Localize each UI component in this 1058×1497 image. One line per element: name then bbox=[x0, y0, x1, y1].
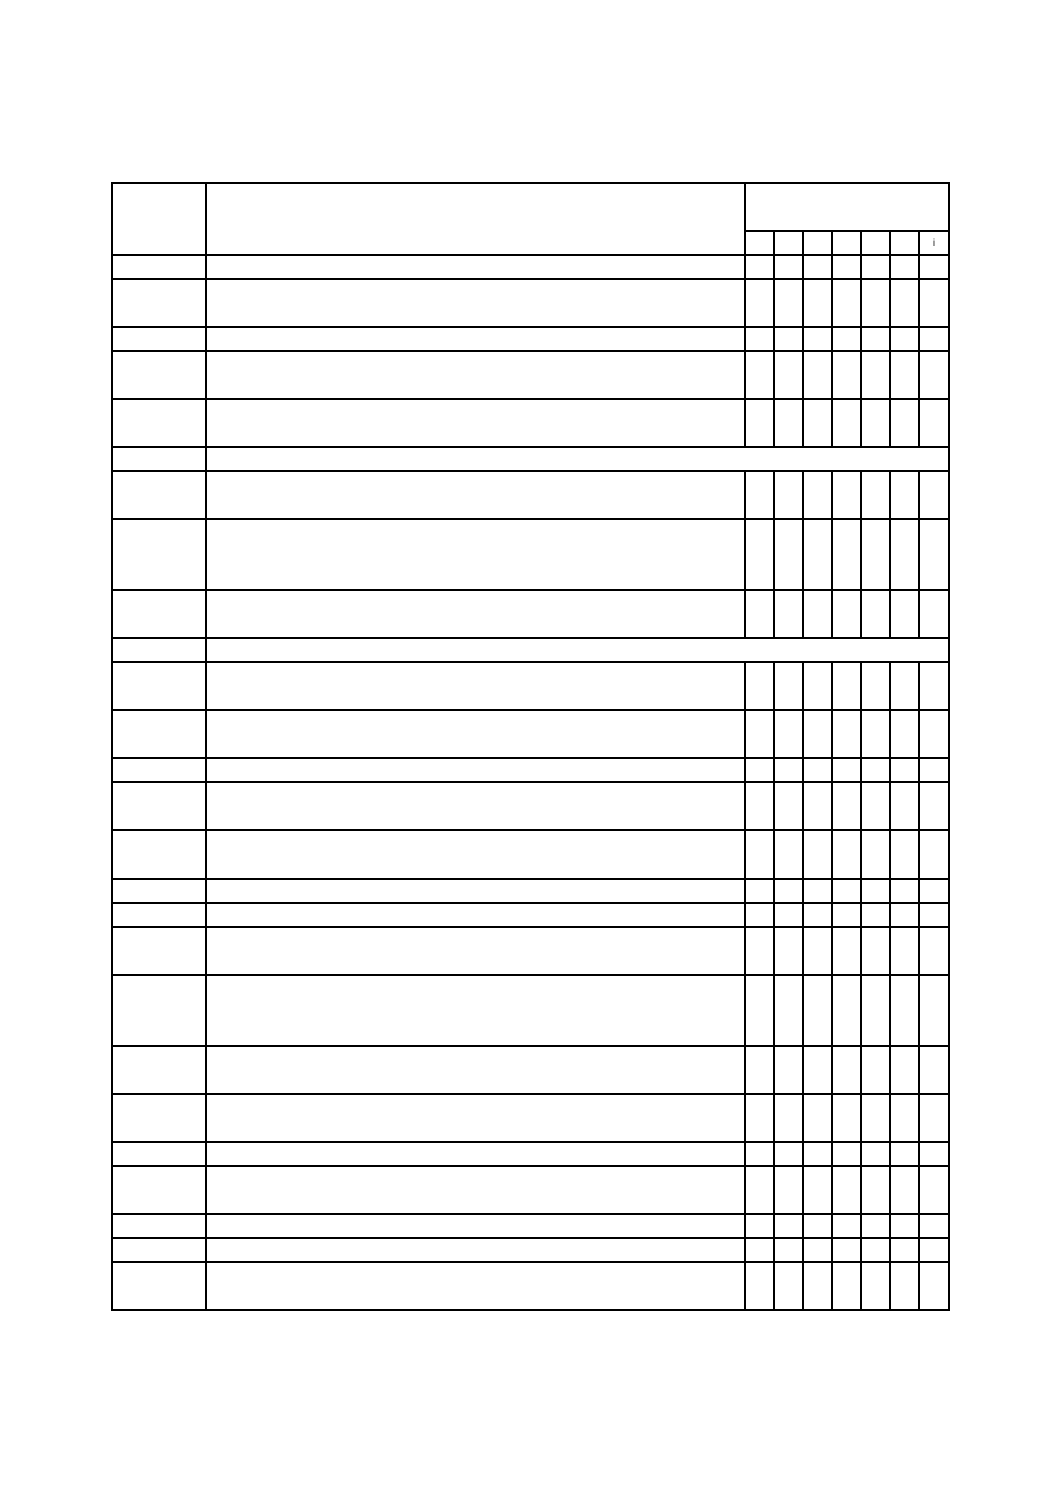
description-cell bbox=[206, 279, 745, 327]
table-row bbox=[112, 782, 949, 830]
rating-cell-1[interactable] bbox=[745, 399, 774, 447]
row-number-cell bbox=[112, 782, 206, 830]
table-row bbox=[112, 1094, 949, 1142]
rating-cell-4[interactable] bbox=[832, 879, 861, 903]
rating-cell-1[interactable] bbox=[745, 710, 774, 758]
rating-cell-4[interactable] bbox=[832, 710, 861, 758]
row-number-cell bbox=[112, 975, 206, 1046]
row-number-cell bbox=[112, 279, 206, 327]
section-title-cell bbox=[206, 638, 949, 662]
rating-cell-2[interactable] bbox=[774, 1046, 803, 1094]
rating-cell-2[interactable] bbox=[774, 830, 803, 879]
header-rating-cell-6 bbox=[890, 231, 919, 255]
rating-cell-2[interactable] bbox=[774, 879, 803, 903]
rating-cell-7[interactable] bbox=[919, 471, 949, 519]
checklist-table bbox=[111, 182, 950, 1311]
rating-cell-3[interactable] bbox=[803, 519, 832, 590]
row-number-cell bbox=[112, 351, 206, 399]
table-row bbox=[112, 255, 949, 279]
rating-cell-5[interactable] bbox=[861, 710, 890, 758]
rating-cell-7[interactable] bbox=[919, 279, 949, 327]
rating-cell-6[interactable] bbox=[890, 758, 919, 782]
rating-cell-4[interactable] bbox=[832, 1166, 861, 1214]
row-number-cell bbox=[112, 1166, 206, 1214]
rating-cell-1[interactable] bbox=[745, 1046, 774, 1094]
rating-cell-2[interactable] bbox=[774, 782, 803, 830]
description-cell bbox=[206, 1166, 745, 1214]
rating-cell-2[interactable] bbox=[774, 351, 803, 399]
table-row bbox=[112, 590, 949, 638]
description-cell bbox=[206, 351, 745, 399]
rating-cell-4[interactable] bbox=[832, 1238, 861, 1262]
rating-cell-7[interactable] bbox=[919, 590, 949, 638]
table-row bbox=[112, 830, 949, 879]
rating-cell-7[interactable] bbox=[919, 255, 949, 279]
rating-cell-1[interactable] bbox=[745, 1262, 774, 1310]
row-number-cell bbox=[112, 471, 206, 519]
rating-cell-1[interactable] bbox=[745, 327, 774, 351]
row-number-cell bbox=[112, 1262, 206, 1310]
rating-cell-2[interactable] bbox=[774, 710, 803, 758]
row-number-cell bbox=[112, 879, 206, 903]
rating-cell-6[interactable] bbox=[890, 255, 919, 279]
table-row bbox=[112, 351, 949, 399]
header-rating-cell-3 bbox=[803, 231, 832, 255]
rating-cell-2[interactable] bbox=[774, 255, 803, 279]
table-row bbox=[112, 1142, 949, 1166]
rating-cell-1[interactable] bbox=[745, 662, 774, 710]
rating-cell-4[interactable] bbox=[832, 1094, 861, 1142]
rating-cell-5[interactable] bbox=[861, 1046, 890, 1094]
rating-cell-1[interactable] bbox=[745, 830, 774, 879]
rating-cell-5[interactable] bbox=[861, 1094, 890, 1142]
rating-cell-3[interactable] bbox=[803, 1094, 832, 1142]
description-cell bbox=[206, 255, 745, 279]
description-cell bbox=[206, 1142, 745, 1166]
rating-cell-2[interactable] bbox=[774, 927, 803, 975]
rating-cell-7[interactable] bbox=[919, 830, 949, 879]
rating-cell-2[interactable] bbox=[774, 519, 803, 590]
header-mark-text: i bbox=[932, 237, 936, 249]
rating-cell-4[interactable] bbox=[832, 758, 861, 782]
rating-cell-3[interactable] bbox=[803, 399, 832, 447]
row-number-cell bbox=[112, 590, 206, 638]
section-title-cell bbox=[206, 447, 949, 471]
table-row bbox=[112, 758, 949, 782]
table-row bbox=[112, 927, 949, 975]
rating-cell-1[interactable] bbox=[745, 279, 774, 327]
rating-cell-4[interactable] bbox=[832, 471, 861, 519]
rating-cell-6[interactable] bbox=[890, 1094, 919, 1142]
rating-cell-3[interactable] bbox=[803, 879, 832, 903]
table-body bbox=[112, 183, 949, 1310]
rating-cell-5[interactable] bbox=[861, 758, 890, 782]
row-number-cell bbox=[112, 1142, 206, 1166]
rating-cell-6[interactable] bbox=[890, 519, 919, 590]
rating-cell-7[interactable] bbox=[919, 710, 949, 758]
rating-cell-5[interactable] bbox=[861, 1238, 890, 1262]
rating-cell-6[interactable] bbox=[890, 471, 919, 519]
rating-cell-5[interactable] bbox=[861, 279, 890, 327]
rating-cell-2[interactable] bbox=[774, 471, 803, 519]
table-row bbox=[112, 710, 949, 758]
rating-cell-1[interactable] bbox=[745, 927, 774, 975]
rating-cell-4[interactable] bbox=[832, 590, 861, 638]
description-cell bbox=[206, 782, 745, 830]
row-number-cell bbox=[112, 1094, 206, 1142]
rating-cell-4[interactable] bbox=[832, 903, 861, 927]
rating-cell-1[interactable] bbox=[745, 255, 774, 279]
rating-cell-2[interactable] bbox=[774, 1238, 803, 1262]
rating-cell-6[interactable] bbox=[890, 279, 919, 327]
header-rating-cell-1 bbox=[745, 231, 774, 255]
description-cell bbox=[206, 758, 745, 782]
rating-cell-1[interactable] bbox=[745, 782, 774, 830]
rating-cell-3[interactable] bbox=[803, 1166, 832, 1214]
rating-cell-7[interactable] bbox=[919, 1046, 949, 1094]
rating-cell-2[interactable] bbox=[774, 1214, 803, 1238]
rating-cell-5[interactable] bbox=[861, 471, 890, 519]
table-row bbox=[112, 879, 949, 903]
rating-cell-2[interactable] bbox=[774, 975, 803, 1046]
rating-cell-5[interactable] bbox=[861, 255, 890, 279]
row-number-cell bbox=[112, 519, 206, 590]
rating-cell-5[interactable] bbox=[861, 662, 890, 710]
row-number-cell bbox=[112, 447, 206, 471]
rating-cell-1[interactable] bbox=[745, 1238, 774, 1262]
rating-cell-2[interactable] bbox=[774, 662, 803, 710]
row-number-cell bbox=[112, 638, 206, 662]
rating-cell-7[interactable] bbox=[919, 351, 949, 399]
rating-cell-1[interactable] bbox=[745, 1166, 774, 1214]
rating-cell-4[interactable] bbox=[832, 1046, 861, 1094]
rating-cell-7[interactable] bbox=[919, 758, 949, 782]
table-row bbox=[112, 1238, 949, 1262]
rating-cell-7[interactable] bbox=[919, 782, 949, 830]
rating-cell-7[interactable] bbox=[919, 927, 949, 975]
rating-cell-6[interactable] bbox=[890, 1046, 919, 1094]
rating-cell-4[interactable] bbox=[832, 782, 861, 830]
row-number-cell bbox=[112, 830, 206, 879]
rating-cell-3[interactable] bbox=[803, 1262, 832, 1310]
row-number-cell bbox=[112, 327, 206, 351]
rating-cell-6[interactable] bbox=[890, 830, 919, 879]
rating-cell-6[interactable] bbox=[890, 903, 919, 927]
rating-cell-5[interactable] bbox=[861, 590, 890, 638]
description-cell bbox=[206, 399, 745, 447]
rating-cell-2[interactable] bbox=[774, 1166, 803, 1214]
rating-cell-4[interactable] bbox=[832, 351, 861, 399]
rating-cell-3[interactable] bbox=[803, 1214, 832, 1238]
rating-cell-6[interactable] bbox=[890, 1238, 919, 1262]
rating-cell-1[interactable] bbox=[745, 1214, 774, 1238]
rating-cell-2[interactable] bbox=[774, 1262, 803, 1310]
rating-cell-6[interactable] bbox=[890, 1142, 919, 1166]
rating-cell-2[interactable] bbox=[774, 1094, 803, 1142]
rating-cell-6[interactable] bbox=[890, 327, 919, 351]
header-rating-cell-5 bbox=[861, 231, 890, 255]
rating-cell-6[interactable] bbox=[890, 1262, 919, 1310]
rating-cell-6[interactable] bbox=[890, 927, 919, 975]
table-row bbox=[112, 279, 949, 327]
rating-cell-2[interactable] bbox=[774, 327, 803, 351]
rating-cell-5[interactable] bbox=[861, 1142, 890, 1166]
description-cell bbox=[206, 903, 745, 927]
description-cell bbox=[206, 1262, 745, 1310]
rating-cell-1[interactable] bbox=[745, 351, 774, 399]
rating-cell-6[interactable] bbox=[890, 1166, 919, 1214]
rating-cell-5[interactable] bbox=[861, 1214, 890, 1238]
row-number-cell bbox=[112, 662, 206, 710]
rating-cell-1[interactable] bbox=[745, 758, 774, 782]
rating-cell-3[interactable] bbox=[803, 1046, 832, 1094]
rating-cell-1[interactable] bbox=[745, 879, 774, 903]
rating-cell-1[interactable] bbox=[745, 590, 774, 638]
rating-cell-3[interactable] bbox=[803, 830, 832, 879]
rating-cell-4[interactable] bbox=[832, 830, 861, 879]
rating-cell-4[interactable] bbox=[832, 327, 861, 351]
row-number-cell bbox=[112, 255, 206, 279]
rating-cell-7[interactable] bbox=[919, 1238, 949, 1262]
rating-cell-6[interactable] bbox=[890, 710, 919, 758]
rating-cell-7[interactable] bbox=[919, 1166, 949, 1214]
rating-cell-1[interactable] bbox=[745, 519, 774, 590]
rating-cell-5[interactable] bbox=[861, 1166, 890, 1214]
rating-cell-3[interactable] bbox=[803, 782, 832, 830]
description-cell bbox=[206, 471, 745, 519]
rating-cell-3[interactable] bbox=[803, 590, 832, 638]
rating-cell-3[interactable] bbox=[803, 975, 832, 1046]
rating-cell-5[interactable] bbox=[861, 782, 890, 830]
rating-cell-5[interactable] bbox=[861, 1262, 890, 1310]
rating-cell-7[interactable] bbox=[919, 1262, 949, 1310]
rating-cell-5[interactable] bbox=[861, 903, 890, 927]
rating-cell-1[interactable] bbox=[745, 1142, 774, 1166]
header-cell-description bbox=[206, 183, 745, 255]
rating-cell-2[interactable] bbox=[774, 1142, 803, 1166]
rating-cell-6[interactable] bbox=[890, 351, 919, 399]
row-number-cell bbox=[112, 758, 206, 782]
rating-cell-7[interactable] bbox=[919, 903, 949, 927]
table-row bbox=[112, 1166, 949, 1214]
description-cell bbox=[206, 519, 745, 590]
rating-cell-3[interactable] bbox=[803, 351, 832, 399]
rating-cell-6[interactable] bbox=[890, 399, 919, 447]
rating-cell-3[interactable] bbox=[803, 279, 832, 327]
table-row bbox=[112, 519, 949, 590]
table-row bbox=[112, 903, 949, 927]
rating-cell-3[interactable] bbox=[803, 927, 832, 975]
rating-cell-7[interactable] bbox=[919, 879, 949, 903]
row-number-cell bbox=[112, 1238, 206, 1262]
rating-cell-1[interactable] bbox=[745, 975, 774, 1046]
description-cell bbox=[206, 662, 745, 710]
rating-cell-3[interactable] bbox=[803, 710, 832, 758]
rating-cell-3[interactable] bbox=[803, 758, 832, 782]
rating-cell-2[interactable] bbox=[774, 590, 803, 638]
description-cell bbox=[206, 927, 745, 975]
rating-cell-1[interactable] bbox=[745, 471, 774, 519]
row-number-cell bbox=[112, 1214, 206, 1238]
rating-cell-1[interactable] bbox=[745, 1094, 774, 1142]
rating-cell-7[interactable] bbox=[919, 1214, 949, 1238]
table-row bbox=[112, 1262, 949, 1310]
row-number-cell bbox=[112, 903, 206, 927]
rating-cell-5[interactable] bbox=[861, 927, 890, 975]
rating-cell-6[interactable] bbox=[890, 1214, 919, 1238]
row-number-cell bbox=[112, 1046, 206, 1094]
rating-cell-7[interactable] bbox=[919, 662, 949, 710]
description-cell bbox=[206, 1046, 745, 1094]
rating-cell-7[interactable] bbox=[919, 975, 949, 1046]
rating-cell-2[interactable] bbox=[774, 758, 803, 782]
rating-cell-7[interactable] bbox=[919, 1142, 949, 1166]
header-cell-ratings-group bbox=[745, 183, 949, 231]
table-row bbox=[112, 975, 949, 1046]
rating-cell-5[interactable] bbox=[861, 351, 890, 399]
rating-cell-4[interactable] bbox=[832, 975, 861, 1046]
rating-cell-5[interactable] bbox=[861, 830, 890, 879]
row-number-cell bbox=[112, 927, 206, 975]
rating-cell-6[interactable] bbox=[890, 590, 919, 638]
description-cell bbox=[206, 590, 745, 638]
rating-cell-3[interactable] bbox=[803, 903, 832, 927]
section-row bbox=[112, 638, 949, 662]
table-row bbox=[112, 399, 949, 447]
rating-cell-5[interactable] bbox=[861, 519, 890, 590]
rating-cell-7[interactable] bbox=[919, 399, 949, 447]
rating-cell-5[interactable] bbox=[861, 975, 890, 1046]
table-row bbox=[112, 471, 949, 519]
header-rating-cell-7 bbox=[919, 231, 949, 255]
rating-cell-5[interactable] bbox=[861, 327, 890, 351]
table-row bbox=[112, 327, 949, 351]
rating-cell-4[interactable] bbox=[832, 255, 861, 279]
description-cell bbox=[206, 327, 745, 351]
row-number-cell bbox=[112, 399, 206, 447]
description-cell bbox=[206, 830, 745, 879]
section-row bbox=[112, 447, 949, 471]
description-cell bbox=[206, 1214, 745, 1238]
description-cell bbox=[206, 710, 745, 758]
rating-cell-5[interactable] bbox=[861, 399, 890, 447]
rating-cell-6[interactable] bbox=[890, 975, 919, 1046]
rating-cell-4[interactable] bbox=[832, 1142, 861, 1166]
header-row-top bbox=[112, 183, 949, 231]
rating-cell-2[interactable] bbox=[774, 279, 803, 327]
rating-cell-7[interactable] bbox=[919, 519, 949, 590]
rating-cell-4[interactable] bbox=[832, 662, 861, 710]
rating-cell-7[interactable] bbox=[919, 1094, 949, 1142]
rating-cell-6[interactable] bbox=[890, 662, 919, 710]
description-cell bbox=[206, 1238, 745, 1262]
description-cell bbox=[206, 1094, 745, 1142]
rating-cell-5[interactable] bbox=[861, 879, 890, 903]
table-row bbox=[112, 1046, 949, 1094]
rating-cell-3[interactable] bbox=[803, 255, 832, 279]
rating-cell-4[interactable] bbox=[832, 1214, 861, 1238]
rating-cell-4[interactable] bbox=[832, 927, 861, 975]
description-cell bbox=[206, 879, 745, 903]
rating-cell-3[interactable] bbox=[803, 1142, 832, 1166]
rating-cell-4[interactable] bbox=[832, 399, 861, 447]
rating-cell-4[interactable] bbox=[832, 279, 861, 327]
description-cell bbox=[206, 975, 745, 1046]
header-cell-number bbox=[112, 183, 206, 255]
rating-cell-4[interactable] bbox=[832, 1262, 861, 1310]
rating-cell-4[interactable] bbox=[832, 519, 861, 590]
header-rating-cell-4 bbox=[832, 231, 861, 255]
table-row bbox=[112, 1214, 949, 1238]
header-rating-cell-2 bbox=[774, 231, 803, 255]
table-row bbox=[112, 662, 949, 710]
rating-cell-2[interactable] bbox=[774, 903, 803, 927]
rating-cell-3[interactable] bbox=[803, 471, 832, 519]
rating-cell-2[interactable] bbox=[774, 399, 803, 447]
rating-cell-3[interactable] bbox=[803, 1238, 832, 1262]
rating-cell-3[interactable] bbox=[803, 327, 832, 351]
rating-cell-6[interactable] bbox=[890, 782, 919, 830]
rating-cell-6[interactable] bbox=[890, 879, 919, 903]
rating-cell-1[interactable] bbox=[745, 903, 774, 927]
row-number-cell bbox=[112, 710, 206, 758]
rating-cell-3[interactable] bbox=[803, 662, 832, 710]
rating-cell-7[interactable] bbox=[919, 327, 949, 351]
